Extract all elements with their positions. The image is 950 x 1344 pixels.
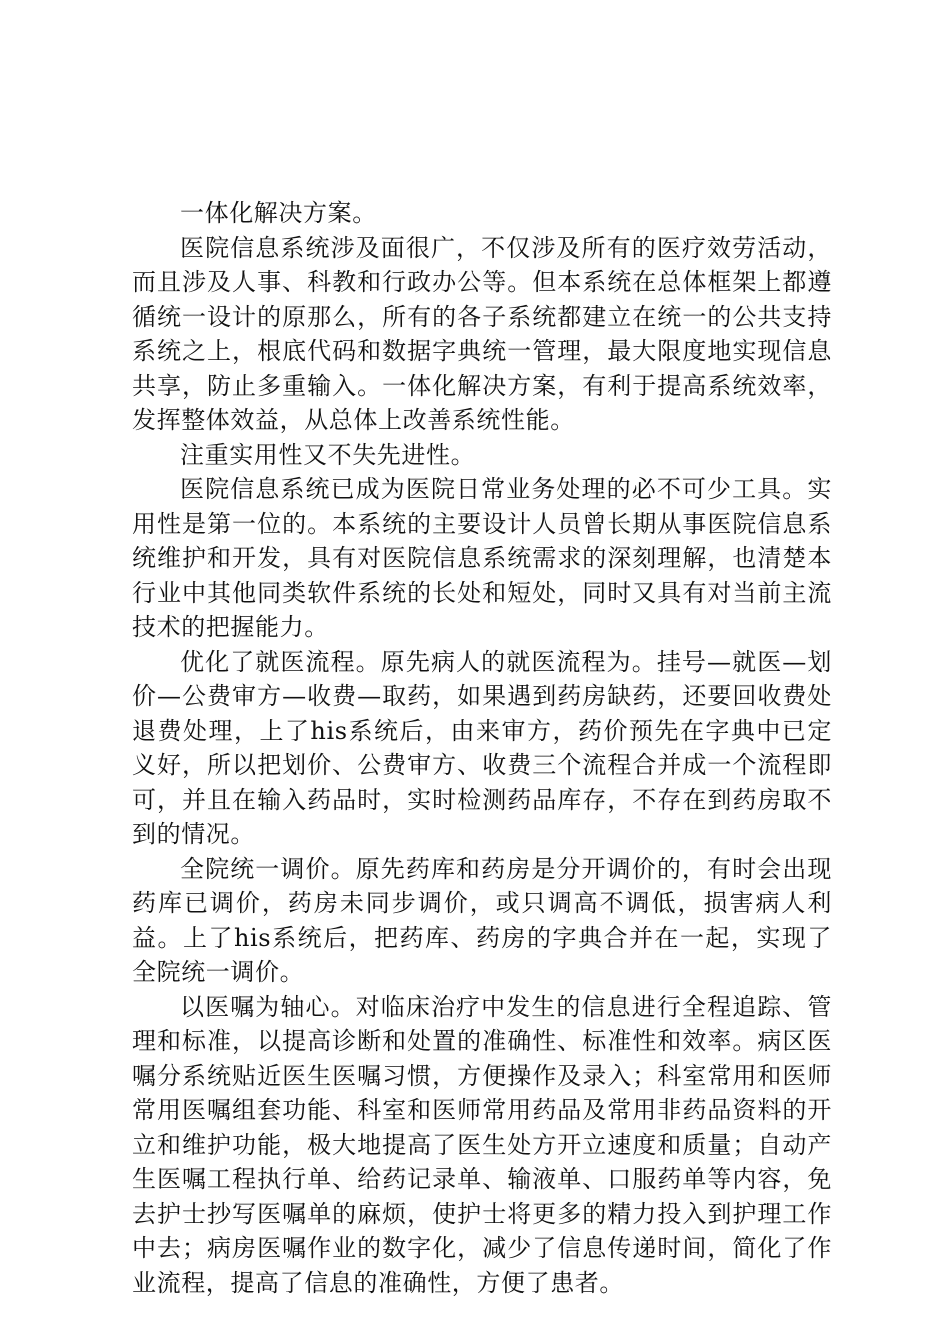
paragraph-practicality-heading: 注重实用性又不失先进性。 [180, 440, 476, 469]
document-body [132, 196, 832, 1300]
paragraph-medical-orders: 以医嘱为轴心。对临床治疗中发生的信息进行全程追踪、管理和标准，以提高诊断和处置的准确性、标准性和效率。病区医嘱分系统贴近医生医嘱习惯，方便操作及录入；科室常用和医师常用医嘱组套功能、科室和医师常用药品及常用非药品资料的开立和维护功能，极大地提高了医生处方开立速度和质量；自动产生医嘱工程执行单、给药记录单、输液单、口服药单等内容，免去护士抄写医嘱单的麻烦，使护士将更多的精力投入到护理工作中去；病房医嘱作业的数字化，减少了信息传递时间，简化了作业流程，提高了信息的准确性，方便了患者。 [132, 992, 832, 1297]
paragraph-workflow-optimization: 优化了就医流程。原先病人的就医流程为。挂号—就医—划价—公费审方—收费—取药，如果遇到药房缺药，还要回收费处退费处理，上了his系统后，由来审方，药价预先在字典中已定义好，所以把划价、公费审方、收费三个流程合并成一个流程即可，并且在输入药品时，实时检测药品库存，不存在到药房取不到的情况。 [132, 647, 832, 848]
paragraph-practicality: 医院信息系统已成为医院日常业务处理的必不可少工具。实用性是第一位的。本系统的主要设计人员曾长期从事医院信息系统维护和开发，具有对医院信息系统需求的深刻理解，也清楚本行业中其他同类软件系统的长处和短处，同时又具有对当前主流技术的把握能力。 [132, 475, 832, 641]
paragraph-integrated-solution-heading: 一体化解决方案。 [180, 199, 377, 227]
paragraph-unified-pricing: 全院统一调价。原先药库和药房是分开调价的，有时会出现药库已调价，药房未同步调价，或只调高不调低，损害病人利益。上了his系统后，把药库、药房的字典合并在一起，实现了全院统一调价。 [132, 854, 832, 986]
paragraph-integrated-solution: 医院信息系统涉及面很广，不仅涉及所有的医疗效劳活动，而且涉及人事、科教和行政办公等。但本系统在总体框架上都遵循统一设计的原那么，所有的各子系统都建立在统一的公共支持系统之上，根底代码和数据字典统一管理，最大限度地实现信息共享，防止多重输入。一体化解决方案，有利于提高系统效率，发挥整体效益，从总体上改善系统性能。 [132, 233, 832, 434]
